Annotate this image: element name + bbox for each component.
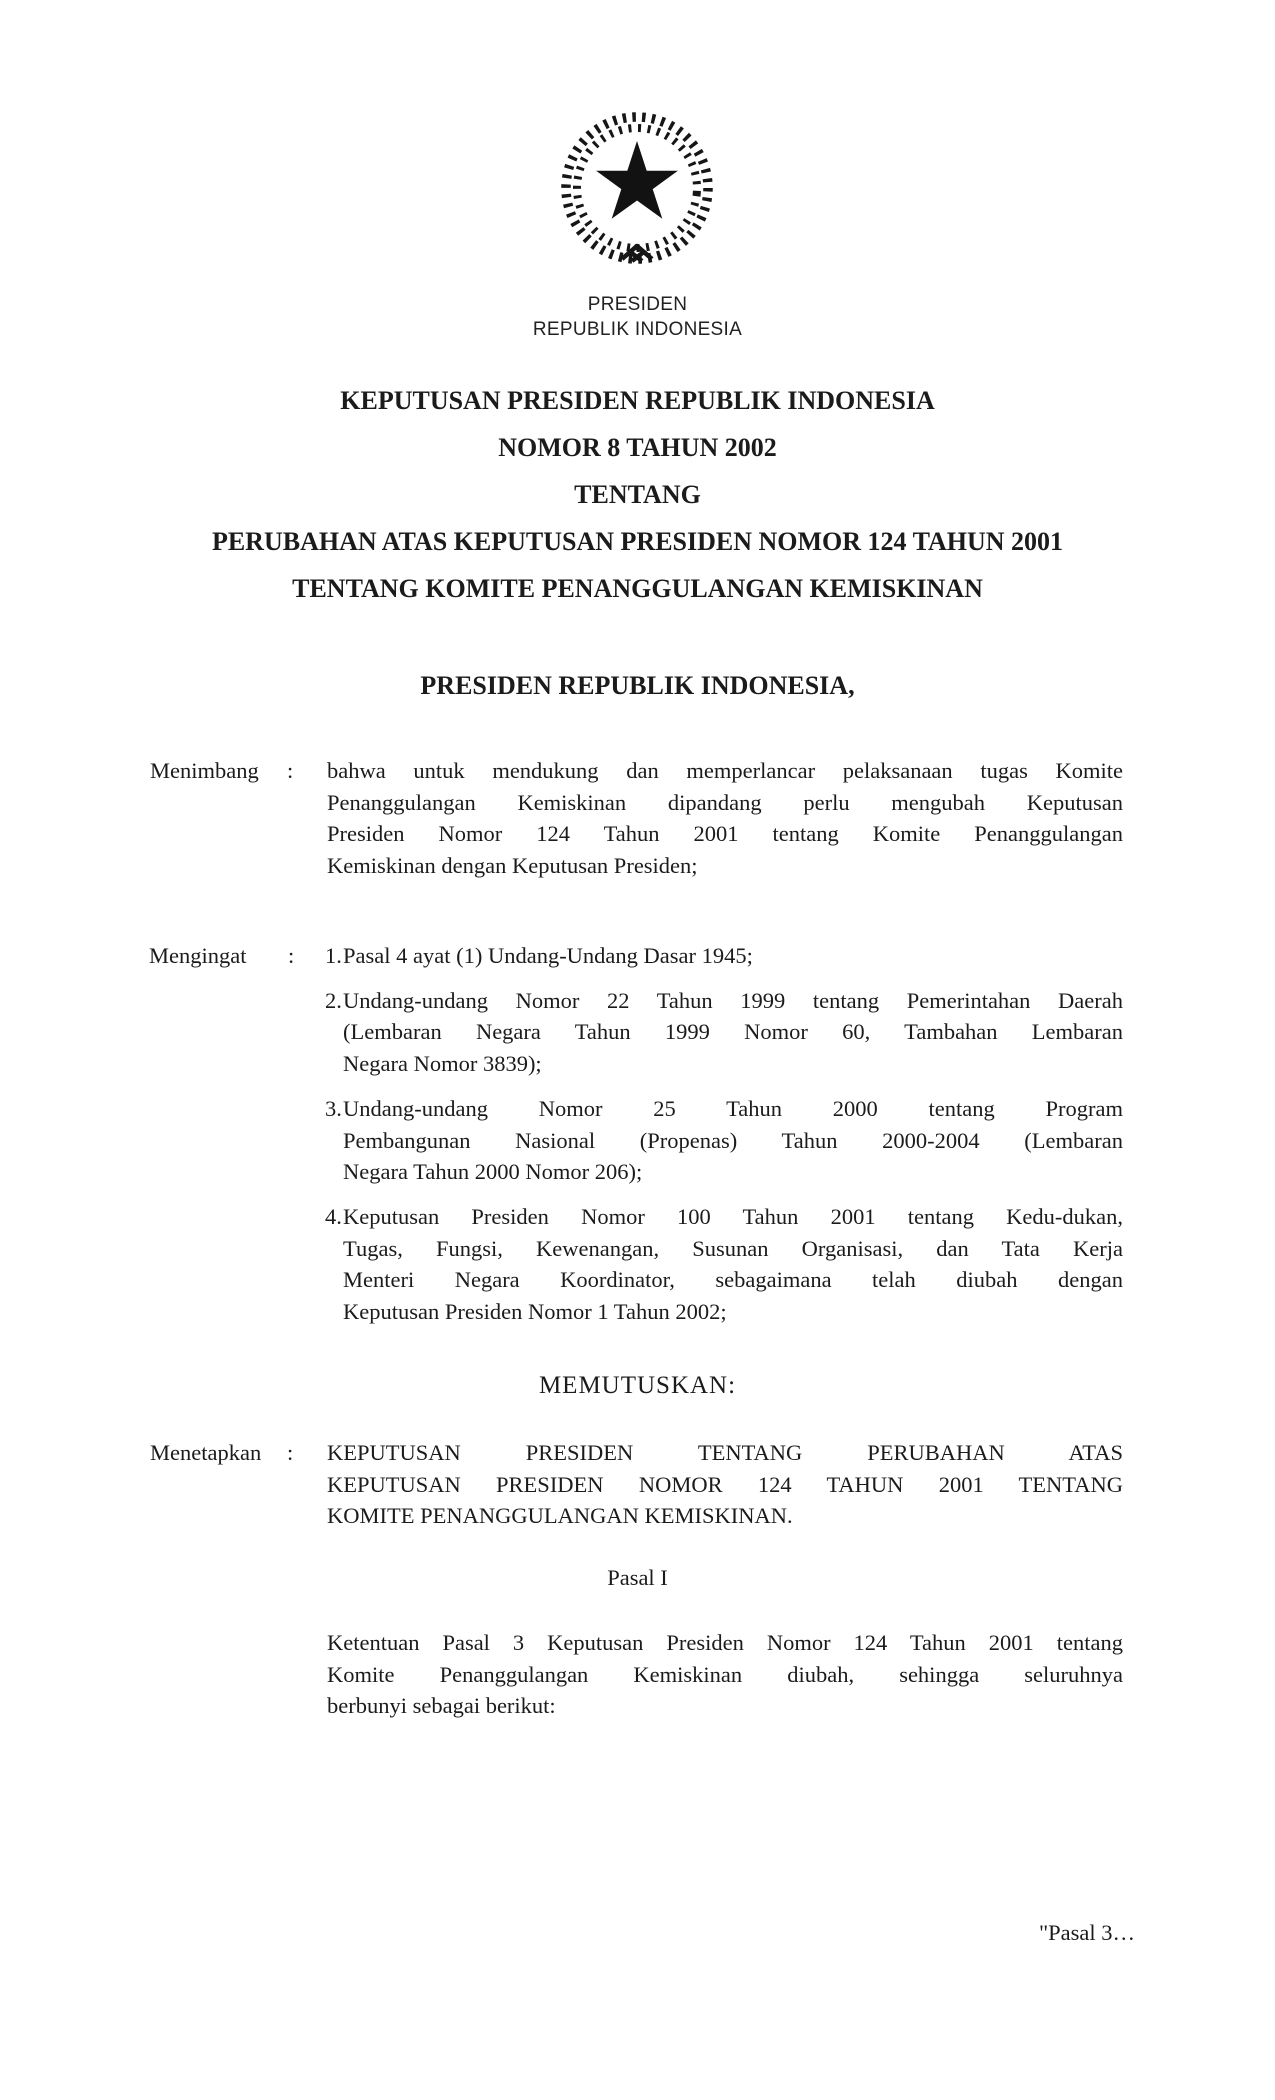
paragraph-line: Keputusan Presiden Nomor 1 Tahun 2002; xyxy=(343,1299,727,1325)
list-item xyxy=(325,1201,1123,1328)
mengingat-list xyxy=(325,940,1123,1328)
list-item-number: 3. xyxy=(325,1095,342,1121)
mengingat-colon: : xyxy=(288,943,295,968)
title-subject-line2: TENTANG KOMITE PENANGGULANGAN KEMISKINAN xyxy=(292,574,983,603)
pasal-paragraph xyxy=(327,1627,1123,1722)
paragraph-line: Kemiskinan dengan Keputusan Presiden; xyxy=(327,853,698,879)
menetapkan-paragraph xyxy=(327,1437,1123,1532)
salutation: PRESIDEN REPUBLIK INDONESIA, xyxy=(420,671,855,700)
list-item-number: 4. xyxy=(325,1203,342,1229)
menimbang-paragraph xyxy=(327,755,1123,882)
paragraph-line: (Lembaran Negara Tahun 1999 Nomor 60, Tambahan Lembaran xyxy=(343,1019,1123,1045)
list-item-number: 2. xyxy=(325,987,342,1013)
paragraph-line: berbunyi sebagai berikut: xyxy=(327,1693,556,1719)
letterhead-republik-indonesia: REPUBLIK INDONESIA xyxy=(532,318,743,340)
menimbang-label: Menimbang xyxy=(150,758,259,783)
decree-title xyxy=(0,377,1275,612)
paragraph-line: Pasal 4 ayat (1) Undang-Undang Dasar 1945; xyxy=(343,943,753,968)
paragraph-line: Presiden Nomor 124 Tahun 2001 tentang Komite Penanggulangan xyxy=(327,821,1123,847)
catchword: "Pasal 3… xyxy=(1038,1920,1135,1945)
star-icon xyxy=(596,141,678,219)
menimbang-colon: : xyxy=(287,758,294,783)
paragraph-line: KEPUTUSAN PRESIDEN NOMOR 124 TAHUN 2001 TENTANG xyxy=(327,1471,1123,1497)
paragraph-line: Undang-undang Nomor 25 Tahun 2000 tentang Program xyxy=(343,1095,1123,1121)
letterhead-presiden: PRESIDEN xyxy=(587,294,688,315)
menetapkan-colon: : xyxy=(287,1440,294,1465)
paragraph-line: Menteri Negara Koordinator, sebagaimana telah diubah dengan xyxy=(343,1267,1123,1293)
paragraph-line: Komite Penanggulangan Kemiskinan diubah, sehingga seluruhnya xyxy=(327,1661,1123,1687)
paragraph-line: Keputusan Presiden Nomor 100 Tahun 2001 tentang Kedu-dukan, xyxy=(343,1203,1123,1229)
pasal-heading: Pasal I xyxy=(607,1565,668,1590)
star-wreath-emblem-icon xyxy=(552,100,722,270)
list-item xyxy=(325,985,1123,1080)
mengingat-label: Mengingat xyxy=(149,943,247,968)
paragraph-line: Negara Tahun 2000 Nomor 206); xyxy=(343,1159,643,1185)
paragraph-line: KOMITE PENANGGULANGAN KEMISKINAN. xyxy=(327,1503,793,1529)
paragraph-line: Tugas, Fungsi, Kewenangan, Susunan Organisasi, dan Tata Kerja xyxy=(343,1235,1123,1261)
letterhead xyxy=(0,293,1275,342)
title-number-line: NOMOR 8 TAHUN 2002 xyxy=(498,433,777,462)
title-subject-line: PERUBAHAN ATAS KEPUTUSAN PRESIDEN NOMOR 124 TAHUN 2001 xyxy=(211,527,1064,556)
paragraph-line: Negara Nomor 3839); xyxy=(343,1051,542,1077)
memutuskan-heading: MEMUTUSKAN: xyxy=(538,1372,737,1399)
paragraph-line: Undang-undang Nomor 22 Tahun 1999 tentang Pemerintahan Daerah xyxy=(343,987,1123,1013)
paragraph-line: KEPUTUSAN PRESIDEN TENTANG PERUBAHAN ATAS xyxy=(327,1440,1123,1465)
paragraph-line: Ketentuan Pasal 3 Keputusan Presiden Nomor 124 Tahun 2001 tentang xyxy=(327,1630,1123,1655)
paragraph-line: Penanggulangan Kemiskinan dipandang perlu mengubah Keputusan xyxy=(327,789,1123,815)
paragraph-line: bahwa untuk mendukung dan memperlancar pelaksanaan tugas Komite xyxy=(327,758,1123,783)
menetapkan-label: Menetapkan xyxy=(150,1440,262,1465)
title-line: KEPUTUSAN PRESIDEN REPUBLIK INDONESIA xyxy=(340,386,935,415)
list-item-number: 1. xyxy=(325,943,342,968)
list-item xyxy=(325,940,1123,972)
title-tentang-line: TENTANG xyxy=(574,480,701,509)
paragraph-line: Pembangunan Nasional (Propenas) Tahun 2000-2004 (Lembaran xyxy=(343,1127,1123,1153)
list-item xyxy=(325,1093,1123,1188)
